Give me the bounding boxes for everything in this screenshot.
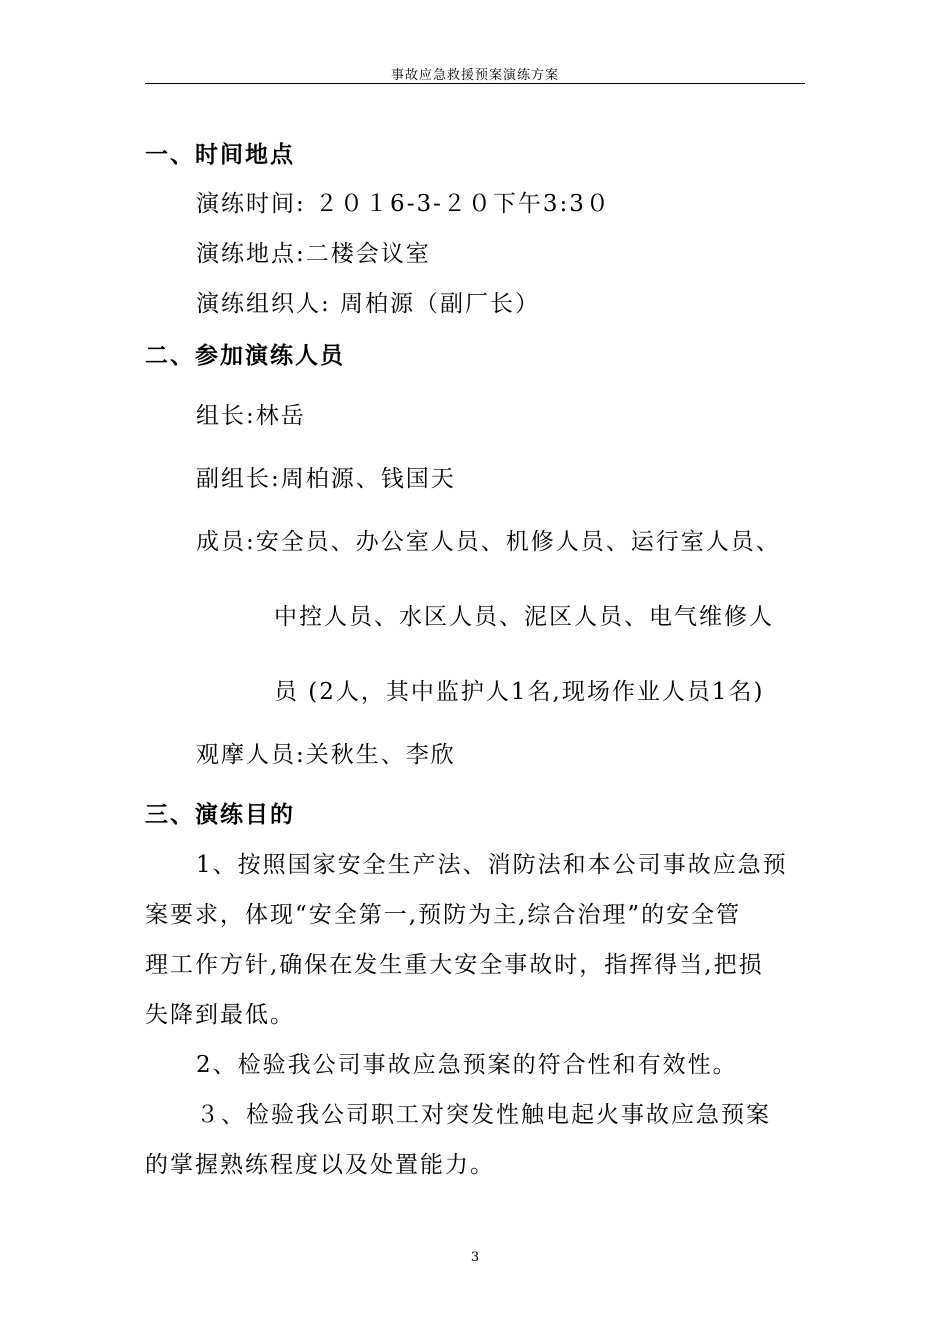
members-line-3: 员 (2人，其中监护人1名,现场作业人员1名) — [274, 679, 765, 705]
purpose-1-line-4: 失降到最低。 — [145, 1002, 295, 1028]
observers: 观摩人员:关秋生、李欣 — [196, 742, 456, 768]
purpose-1-line-2: 案要求，体现“安全第一,预防为主,综合治理”的安全管 — [145, 902, 742, 928]
section-heading-3: 三、演练目的 — [145, 801, 295, 828]
purpose-1-line-1: 1、按照国家安全生产法、消防法和本公司事故应急预 — [196, 852, 788, 878]
section-heading-1: 一、时间地点 — [145, 141, 295, 168]
header-title: 事故应急救援预案演练方案 — [390, 68, 559, 83]
drill-time: 演练时间: ２０１6-3-２０下午3:3０ — [196, 191, 611, 217]
drill-organizer: 演练组织人: 周柏源（副厂长） — [196, 291, 541, 317]
members-line-2: 中控人员、水区人员、泥区人员、电气维修人 — [274, 604, 774, 630]
purpose-3-line-2: 的掌握熟练程度以及处置能力。 — [145, 1152, 495, 1178]
header-divider — [145, 83, 805, 84]
members-line-1: 成员:安全员、办公室人员、机修人员、运行室人员、 — [196, 529, 781, 555]
page-number: 3 — [470, 1250, 480, 1265]
purpose-1-line-3: 理工作方针,确保在发生重大安全事故时，指挥得当,把损 — [145, 952, 764, 978]
purpose-3-line-1: ３、检验我公司职工对突发性触电起火事故应急预案 — [196, 1102, 771, 1128]
section-heading-2: 二、参加演练人员 — [145, 342, 345, 369]
team-leader: 组长:林岳 — [196, 403, 306, 429]
drill-place: 演练地点:二楼会议室 — [196, 241, 431, 267]
purpose-2: 2、检验我公司事故应急预案的符合性和有效性。 — [196, 1052, 738, 1078]
deputy-leader: 副组长:周柏源、钱国天 — [196, 466, 456, 492]
